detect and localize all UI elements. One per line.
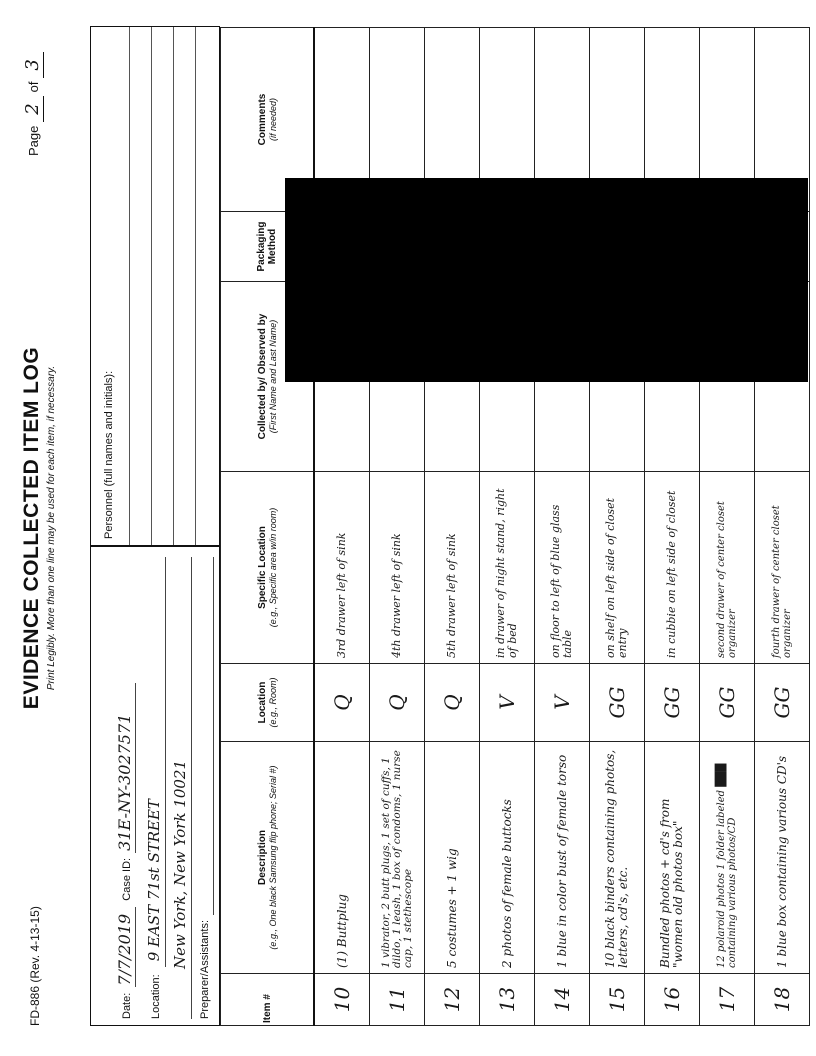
form-title: EVIDENCE COLLECTED ITEM LOG: [20, 346, 43, 710]
item-description: 5 costumes + 1 wig: [425, 742, 480, 974]
item-number: 15: [590, 974, 645, 1026]
item-location: GG: [590, 664, 645, 742]
form-subtitle: Print Legibly. More than one line may be used for each item, if necessary.: [46, 365, 57, 691]
item-specific-location: 3rd drawer left of sink: [314, 472, 370, 664]
case-id-label: Case ID:: [121, 857, 133, 901]
item-number: 11: [370, 974, 425, 1026]
item-description: 12 polaroid photos 1 folder labeled ███ containing various photos/CD: [700, 742, 755, 974]
page-total: 3: [22, 52, 44, 78]
item-location: Q: [370, 664, 425, 742]
col-packaging-method: Packaging Method: [221, 212, 315, 282]
item-specific-location: on shelf on left side of closet entry: [590, 472, 645, 664]
item-location: GG: [700, 664, 755, 742]
item-location: V: [480, 664, 535, 742]
item-number: 16: [645, 974, 700, 1026]
item-location: Q: [314, 664, 370, 742]
item-location: GG: [755, 664, 810, 742]
item-location: V: [535, 664, 590, 742]
personnel-label: Personnel (full names and initials):: [103, 370, 115, 539]
item-specific-location: 5th drawer left of sink: [425, 472, 480, 664]
personnel-section: [91, 27, 219, 545]
col-comments: Comments (if needed): [221, 28, 315, 212]
location-line2: New York, New York 10021: [171, 759, 189, 969]
item-specific-location: in drawer of night stand, right of bed: [480, 472, 535, 664]
page-indicator: [22, 52, 44, 156]
item-number: 17: [700, 974, 755, 1026]
item-description: 1 vibrator, 2 butt plugs, 1 set of cuffs, 1 dildo, 1 leash, 1 box of condoms, 1 nurse cap, 1 stethescope: [370, 742, 425, 974]
header-box: [90, 26, 220, 1026]
item-number: 13: [480, 974, 535, 1026]
col-location: Location (e.g., Room): [221, 664, 315, 742]
item-number: 12: [425, 974, 480, 1026]
date-value: 7/7/2019: [115, 913, 134, 986]
date-label: Date:: [121, 992, 133, 1019]
of-label: of: [26, 81, 41, 93]
item-location: Q: [425, 664, 480, 742]
item-description: Bundled photos + cd's from "women old photos box": [645, 742, 700, 974]
item-specific-location: fourth drawer of center closet organizer: [755, 472, 810, 664]
location-row: [145, 799, 163, 1019]
col-collected-by: Collected by/ Observed by (First Name and Last Name): [221, 282, 315, 472]
form-number: FD-886 (Rev. 4-13-15): [28, 906, 42, 1026]
col-item-number: Item #: [221, 974, 315, 1026]
location-label: Location:: [150, 974, 162, 1019]
item-description: 1 blue box containing various CD's: [755, 742, 810, 974]
item-specific-location: on floor to left of blue glass table: [535, 472, 590, 664]
col-description: Description (e.g., One black Samsung flip phone; Serial #): [221, 742, 315, 974]
location-line1: 9 EAST 71st STREET: [145, 799, 163, 962]
item-location: GG: [645, 664, 700, 742]
evidence-table: [220, 27, 810, 1026]
item-number: 14: [535, 974, 590, 1026]
date-row: [115, 714, 134, 1019]
page-number: 2: [22, 96, 44, 122]
item-specific-location: in cubbie on left side of closet: [645, 472, 700, 664]
item-specific-location: second drawer of center closet organizer: [700, 472, 755, 664]
page-label: Page: [26, 125, 41, 156]
col-specific-location: Specific Location (e.g., Specific area w/in room): [221, 472, 315, 664]
header-left-section: [91, 545, 219, 1025]
item-description: 1 blue in color bust of female torso: [535, 742, 590, 974]
case-id-value: 31E-NY-3027571: [115, 713, 134, 851]
item-description: 2 photos of female buttocks: [480, 742, 535, 974]
preparer-label: Preparer/Assistants:: [199, 919, 211, 1019]
item-number: 10: [314, 974, 370, 1026]
item-number: 18: [755, 974, 810, 1026]
item-specific-location: 4th drawer left of sink: [370, 472, 425, 664]
item-description: 10 black binders containing photos, letters, cd's, etc.: [590, 742, 645, 974]
item-description: (1) Buttplug: [314, 742, 370, 974]
redaction-block: [285, 178, 808, 382]
